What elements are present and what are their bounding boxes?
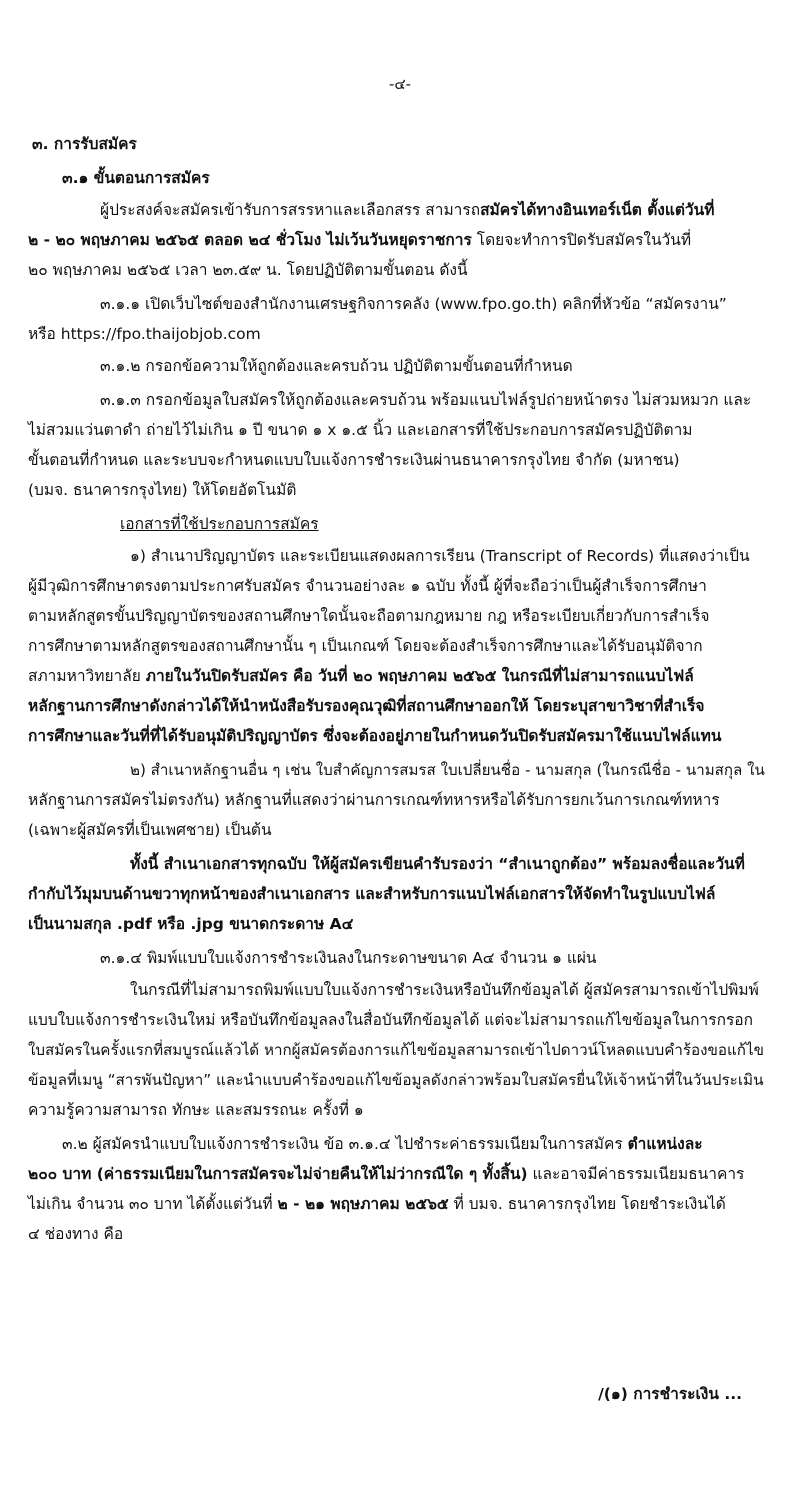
doc1-line-2: ผู้มีวุฒิการศึกษาตรงตามประกาศรับสมัคร จำนวนอย่างละ ๑ ฉบับ ทั้งนี้ ผู้ที่จะถือว่าเป็นผู้สำเร็จการศึกษา — [28, 577, 707, 595]
note-line-3: เป็นนามสกุล .pdf หรือ .jpg ขนาดกระดาษ A๔ — [28, 915, 354, 933]
step3-line-4: (บมจ. ธนาคารกรุงไทย) ให้โดยอัตโนมัติ — [28, 481, 297, 499]
step1-line-1: ๓.๑.๑ เปิดเว็บไซต์ของสำนักงานเศรษฐกิจการคลัง (www.fpo.go.th) คลิกที่หัวข้อ “สมัครงาน” — [100, 295, 727, 313]
note-line-1: ทั้งนี้ สำเนาเอกสารทุกฉบับ ให้ผู้สมัครเขียนคำรับรองว่า “สำเนาถูกต้อง” พร้อมลงชื่อและวันที่ — [130, 855, 745, 873]
step2-line: ๓.๑.๒ กรอกข้อความให้ถูกต้องและครบถ้วน ปฏิบัติตามขั้นตอนที่กำหนด — [100, 357, 573, 375]
docs-heading: เอกสารที่ใช้ประกอบการสมัคร — [120, 515, 319, 533]
step1-line-2: หรือ https://fpo.thaijobjob.com — [28, 325, 261, 343]
page-number: -๔- — [388, 75, 412, 93]
step4-line-6: ความรู้ความสามารถ ทักษะ และสมรรถนะ ครั้งที่ ๑ — [28, 1101, 364, 1119]
doc1-line-1: ๑) สำเนาปริญญาบัตร และระเบียนแสดงผลการเรียน (Transcript of Records) ที่แสดงว่าเป็น — [130, 547, 750, 565]
doc1-line-7: การศึกษาและวันที่ที่ได้รับอนุมัติปริญญาบัตร ซึ่งจะต้องอยู่ภายในกำหนดวันปิดรับสมัครมาใช้แนบไฟล์แทน — [28, 727, 722, 745]
continuation-marker: /(๑) การชำระเงิน ... — [598, 1385, 742, 1403]
sec32-line-3: ไม่เกิน จำนวน ๓๐ บาท ได้ตั้งแต่วันที่ ๒ - ๒๑ พฤษภาคม ๒๕๖๕ ที่ บมจ. ธนาคารกรุงไทย โดยชำระเงินได้ — [28, 1195, 726, 1213]
intro-line-1: ผู้ประสงค์จะสมัครเข้ารับการสรรหาและเลือกสรร สามารถสมัครได้ทางอินเทอร์เน็ต ตั้งแต่วันที่ — [100, 201, 715, 219]
step4-line-3: แบบใบแจ้งการชำระเงินใหม่ หรือบันทึกข้อมูลลงในสื่อบันทึกข้อมูลได้ แต่จะไม่สามารถแก้ไขข้อมูลในการกรอก — [28, 1011, 753, 1029]
doc2-line-3: (เฉพาะผู้สมัครที่เป็นเพศชาย) เป็นต้น — [28, 821, 272, 839]
step4-line-2: ในกรณีที่ไม่สามารถพิมพ์แบบใบแจ้งการชำระเงินหรือบันทึกข้อมูลได้ ผู้สมัครสามารถเข้าไปพิมพ์ — [130, 981, 759, 999]
doc1-line-6: หลักฐานการศึกษาดังกล่าวได้ให้นำหนังสือรับรองคุณวุฒิที่สถานศึกษาออกให้ โดยระบุสาขาวิชาที่สำเร็จ — [28, 697, 705, 715]
intro-line-3: ๒๐ พฤษภาคม ๒๕๖๕ เวลา ๒๓.๕๙ น. โดยปฏิบัติตามขั้นตอน ดังนี้ — [28, 261, 468, 279]
doc1-line-4: การศึกษาตามหลักสูตรของสถานศึกษานั้น ๆ เป็นเกณฑ์ โดยจะต้องสำเร็จการศึกษาและได้รับอนุมัติจาก — [28, 637, 703, 655]
step4-line-5: ข้อมูลที่เมนู “สารพันปัญหา” และนำแบบคำร้องขอแก้ไขข้อมูลดังกล่าวพร้อมใบสมัครยื่นให้เจ้าหน้าที่ในวันประเมิน — [28, 1071, 764, 1089]
doc2-line-2: หลักฐานการสมัครไม่ตรงกัน) หลักฐานที่แสดงว่าผ่านการเกณฑ์ทหารหรือได้รับการยกเว้นการเกณฑ์ทหาร — [28, 791, 720, 809]
note-line-2: กำกับไว้มุมบนด้านขวาทุกหน้าของสำเนาเอกสาร และสำหรับการแนบไฟล์เอกสารให้จัดทำในรูปแบบไฟล์ — [28, 885, 716, 903]
subsection-heading: ๓.๑ ขั้นตอนการสมัคร — [62, 169, 210, 187]
step4-line-4: ใบสมัครในครั้งแรกที่สมบูรณ์แล้วได้ หากผู้สมัครต้องการแก้ไขข้อมูลสามารถเข้าไปดาวน์โหลดแบบคำร้องขอแก้ไข — [28, 1041, 764, 1059]
step3-line-2: ไม่สวมแว่นตาดำ ถ่ายไว้ไม่เกิน ๑ ปี ขนาด ๑ x ๑.๕ นิ้ว และเอกสารที่ใช้ประกอบการสมัครปฏิบัติตาม — [28, 421, 693, 439]
doc1-line-3: ตามหลักสูตรขั้นปริญญาบัตรของสถานศึกษาใดนั้นจะถือตามกฎหมาย กฎ หรือระเบียบเกี่ยวกับการสำเร็จ — [28, 607, 710, 625]
sec32-line-2: ๒๐๐ บาท (ค่าธรรมเนียมในการสมัครจะไม่จ่ายคืนให้ไม่ว่ากรณีใด ๆ ทั้งสิ้น) และอาจมีค่าธรรมเนียมธนาคาร — [28, 1165, 745, 1183]
doc1-line-5: สภามหาวิทยาลัย ภายในวันปิดรับสมัคร คือ วันที่ ๒๐ พฤษภาคม ๒๕๖๕ ในกรณีที่ไม่สามารถแนบไฟล์ — [28, 667, 694, 685]
sec32-line-4: ๔ ช่องทาง คือ — [28, 1225, 124, 1243]
step4-line-1: ๓.๑.๔ พิมพ์แบบใบแจ้งการชำระเงินลงในกระดาษขนาด A๔ จำนวน ๑ แผ่น — [100, 949, 597, 967]
step3-line-3: ขั้นตอนที่กำหนด และระบบจะกำหนดแบบใบแจ้งการชำระเงินผ่านธนาคารกรุงไทย จำกัด (มหาชน) — [28, 451, 680, 469]
step3-line-1: ๓.๑.๓ กรอกข้อมูลใบสมัครให้ถูกต้องและครบถ้วน พร้อมแนบไฟล์รูปถ่ายหน้าตรง ไม่สวมหมวก และ — [100, 391, 752, 409]
doc2-line-1: ๒) สำเนาหลักฐานอื่น ๆ เช่น ใบสำคัญการสมรส ใบเปลี่ยนชื่อ - นามสกุล (ในกรณีชื่อ - นามสกุล ใน — [130, 761, 765, 779]
sec32-line-1: ๓.๒ ผู้สมัครนำแบบใบแจ้งการชำระเงิน ข้อ ๓.๑.๔ ไปชำระค่าธรรมเนียมในการสมัคร ตำแหน่งละ — [62, 1135, 703, 1153]
intro-line-2: ๒ - ๒๐ พฤษภาคม ๒๕๖๕ ตลอด ๒๔ ชั่วโมง ไม่เว้นวันหยุดราชการ โดยจะทำการปิดรับสมัครในวันที่ — [28, 231, 692, 249]
section-heading: ๓. การรับสมัคร — [32, 135, 137, 153]
